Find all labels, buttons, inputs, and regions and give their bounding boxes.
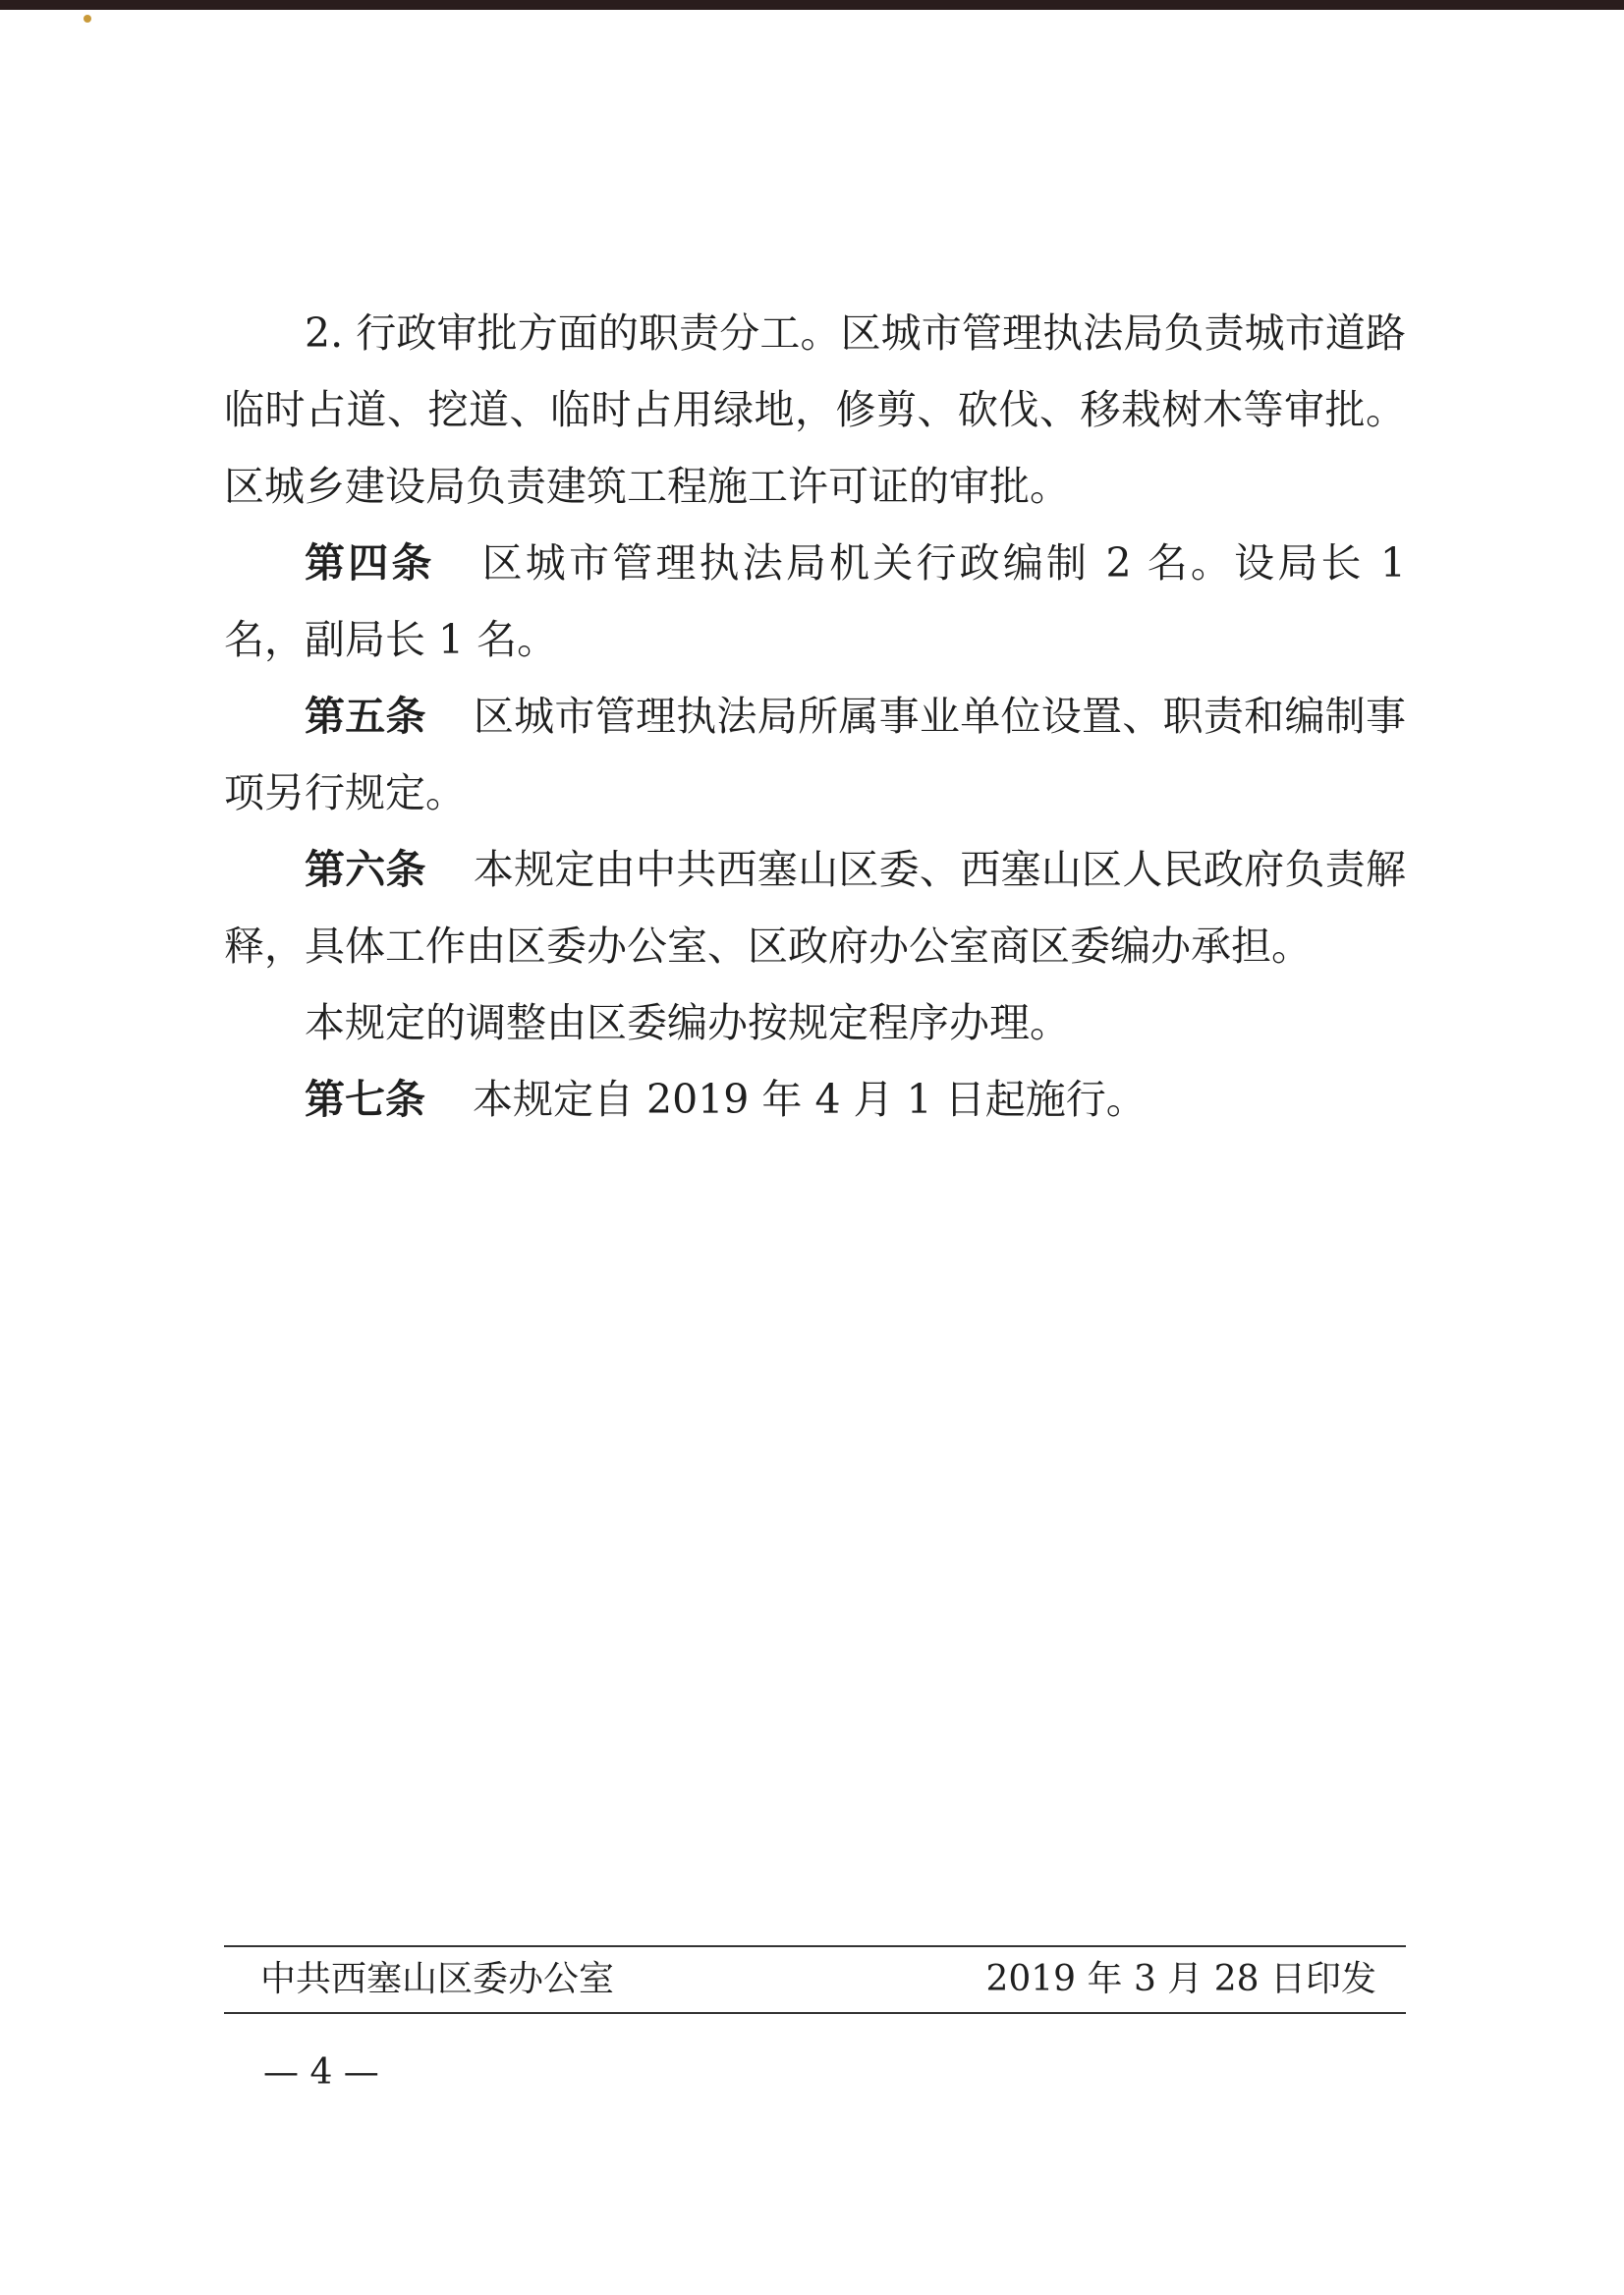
footer-top-rule	[224, 1945, 1406, 1947]
article-heading: 第五条	[305, 693, 426, 740]
paragraph-article-7	[224, 1061, 1406, 1138]
page-number: — 4 —	[263, 2052, 379, 2093]
paragraph-text: 本规定由中共西塞山区委、西塞山区人民政府负责解释，具体工作由区委办公室、区政府办公室商区委编办承担。	[224, 846, 1407, 970]
document-body	[224, 295, 1406, 1138]
paragraph-article-5	[224, 678, 1406, 831]
scan-top-edge	[0, 0, 1624, 10]
paragraph-text: 2. 行政审批方面的职责分工。区城市管理执法局负责城市道路临时占道、挖道、临时占用绿地，修剪、砍伐、移栽树木等审批。区城乡建设局负责建筑工程施工许可证的审批。	[224, 309, 1406, 510]
paragraph-text: 本规定自 2019 年 4 月 1 日起施行。	[473, 1076, 1147, 1123]
paragraph-article-4	[224, 525, 1406, 678]
scan-speck	[84, 15, 91, 23]
paragraph-article-6	[224, 831, 1406, 984]
paragraph-adjustment	[224, 984, 1406, 1061]
footer-issue-date: 2019 年 3 月 28 日印发	[985, 1959, 1376, 1999]
footer-bottom-rule	[224, 2012, 1406, 2014]
footer-issuer: 中共西塞山区委办公室	[260, 1959, 615, 1999]
paragraph-text: 本规定的调整由区委编办按规定程序办理。	[305, 999, 1070, 1046]
paragraph-text: 区城市管理执法局机关行政编制 2 名。设局长 1 名，副局长 1 名。	[224, 539, 1406, 663]
paragraph-text: 区城市管理执法局所属事业单位设置、职责和编制事项另行规定。	[224, 693, 1407, 816]
article-heading: 第四条	[305, 539, 435, 587]
article-heading: 第七条	[305, 1076, 425, 1123]
paragraph-duty-division	[224, 295, 1406, 525]
article-heading: 第六条	[305, 846, 426, 893]
